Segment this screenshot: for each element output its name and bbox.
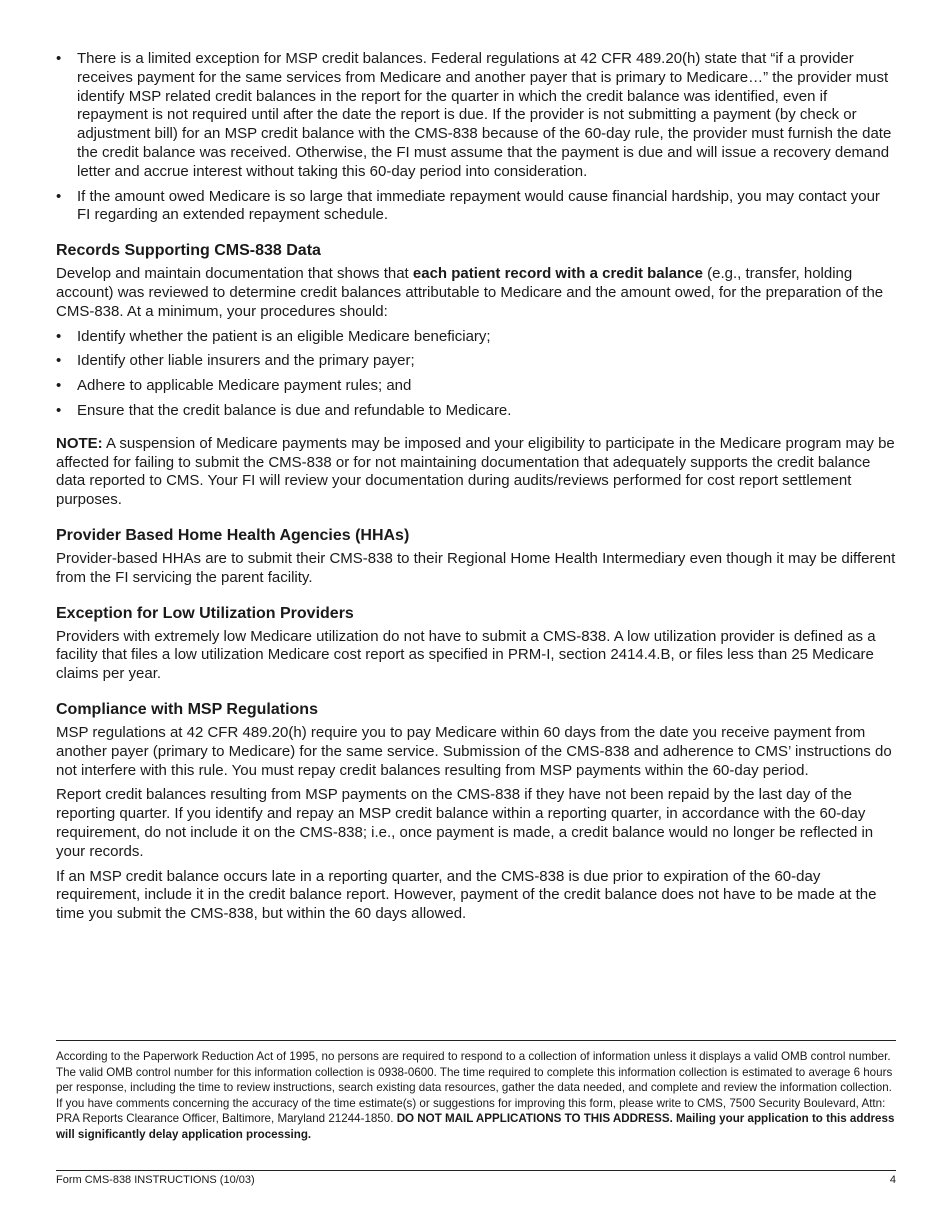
hha-section — [56, 526, 896, 588]
records-intro — [56, 265, 896, 321]
msp-heading: Compliance with MSP Regulations — [56, 700, 318, 718]
bullet-glyph: • — [56, 327, 62, 345]
bullet-glyph: • — [56, 352, 62, 370]
top-bullet-list — [56, 50, 896, 225]
msp-paragraph: Report credit balances resulting from MSP payments on the CMS-838 if they have not been repaid by the last day of the reporting quarter. If you identify and repay an MSP credit balance within a reporting quarter, in accordance with the 60-day requirement, do not include it on the CMS-838; i.e., once payment is made, a credit balance would no longer be reflected in your records. — [56, 786, 874, 860]
low-utilization-text: Providers with extremely low Medicare utilization do not have to submit a CMS-838. A low utilization provider is defined as a facility that files a low utilization Medicare cost report as specified in PRM-I, section 2414.4.B, or files less than 25 Medicare claims per year. — [56, 627, 876, 683]
records-section — [56, 241, 896, 510]
paperwork-body: According to the Paperwork Reduction Act of 1995, no persons are required to respond to a collection of information unless it displays a valid OMB control number. The valid OMB control number for this information collection is 0938-0600. The time required to complete this information collection is estimated to average 6 hours per response, including the time to review instructions, search existing data resources, gather the data needed, and complete and review the information collection. If you have comments concerning the accuracy of the time estimate(s) or suggestions for improving this form, please write to CMS, 7500 Security Boulevard, Attn: PRA Reports Clearance Officer, Baltimore, Maryland 21244-1850. — [56, 1050, 893, 1126]
hha-heading: Provider Based Home Health Agencies (HHAs) — [56, 526, 410, 544]
msp-paragraph: If an MSP credit balance occurs late in a reporting quarter, and the CMS-838 is due prior to expiration of the 60-day requirement, include it in the credit balance report. However, payment of the credit balance does not have to be made at the time you submit the CMS-838, but within the 60 days allowed. — [56, 867, 877, 923]
page-footer — [56, 1170, 896, 1186]
low-utilization-heading: Exception for Low Utilization Providers — [56, 604, 354, 622]
records-heading: Records Supporting CMS-838 Data — [56, 242, 321, 260]
bullet-text-msp-exception: There is a limited exception for MSP credit balances. Federal regulations at 42 CFR 489.20(h) state that “if a provider receives payment for the same services from Medicare and another payer that is primary to Medicare…” the provider must identify MSP related credit balances in the report for the quarter in which the credit balance was identified, even if repayment is not required until after the date the report is due. If the provider is not submitting a payment (by check or adjustment bill) for an MSP credit balance with the CMS-838 because of the 60-day rule, the provider must furnish the date the credit balance was received. Otherwise, the FI must assume that the payment is due and will issue a recovery demand letter and accrue interest without taking this 60-day period into consideration. — [77, 50, 892, 180]
form-identifier: Form CMS-838 INSTRUCTIONS (10/03) — [56, 1174, 255, 1186]
records-bullet-text: Ensure that the credit balance is due and refundable to Medicare. — [77, 401, 512, 419]
records-intro-after: (e.g., transfer, holding account) was reviewed to determine credit balances attributable to Medicare and the amount owed, for the preparation of the CMS-838. At a minimum, your procedures should: — [56, 265, 884, 320]
list-item — [56, 50, 896, 182]
bullet-glyph: • — [56, 401, 62, 419]
bullet-glyph: • — [56, 50, 62, 67]
records-intro-bold: each patient record with a credit balance — [412, 265, 703, 283]
note-paragraph — [56, 435, 896, 510]
records-bullet-text: Adhere to applicable Medicare payment rules; and — [77, 377, 412, 395]
paperwork-reduction-notice — [56, 1040, 896, 1143]
records-bullet-text: Identify other liable insurers and the primary payer; — [77, 352, 415, 370]
note-text: A suspension of Medicare payments may be imposed and your eligibility to participate in the Medicare program may be affected for failing to submit the CMS-838 or for not maintaining documentation that adequately supports the credit balance data reported to CMS. Your FI will review your documentation during audits/reviews performed for cost report settlement purposes. — [56, 434, 895, 509]
list-item — [56, 188, 896, 226]
list-item — [56, 328, 896, 347]
note-label: NOTE: — [56, 434, 103, 452]
list-item — [56, 352, 896, 371]
page-number: 4 — [889, 1174, 896, 1186]
bullet-glyph: • — [56, 377, 62, 395]
bullet-glyph: • — [56, 187, 62, 205]
records-bullet-text: Identify whether the patient is an eligible Medicare beneficiary; — [77, 327, 491, 345]
records-intro-before: Develop and maintain documentation that shows that — [56, 265, 413, 283]
msp-section — [56, 700, 896, 924]
document-body — [56, 50, 896, 930]
list-item — [56, 402, 896, 421]
low-utilization-section — [56, 604, 896, 684]
msp-paragraph: MSP regulations at 42 CFR 489.20(h) require you to pay Medicare within 60 days from the date you receive payment from another payer (primary to Medicare) for the same service. Submission of the CMS-838 and adherence to CMS’ instructions do not interfere with this rule. You must repay credit balances resulting from MSP payments within the 60-day period. — [56, 723, 892, 779]
list-item — [56, 377, 896, 396]
bullet-text-financial-hardship: If the amount owed Medicare is so large that immediate repayment would cause financial hardship, you may contact your FI regarding an extended repayment schedule. — [77, 187, 880, 224]
records-bullet-list — [56, 328, 896, 421]
paperwork-warning: DO NOT MAIL APPLICATIONS TO THIS ADDRESS. Mailing your application to this address will significantly delay application processing. — [56, 1112, 895, 1141]
paperwork-text — [56, 1049, 896, 1143]
hha-text: Provider-based HHAs are to submit their CMS-838 to their Regional Home Health Intermediary even though it may be different from the FI servicing the parent facility. — [56, 549, 896, 586]
